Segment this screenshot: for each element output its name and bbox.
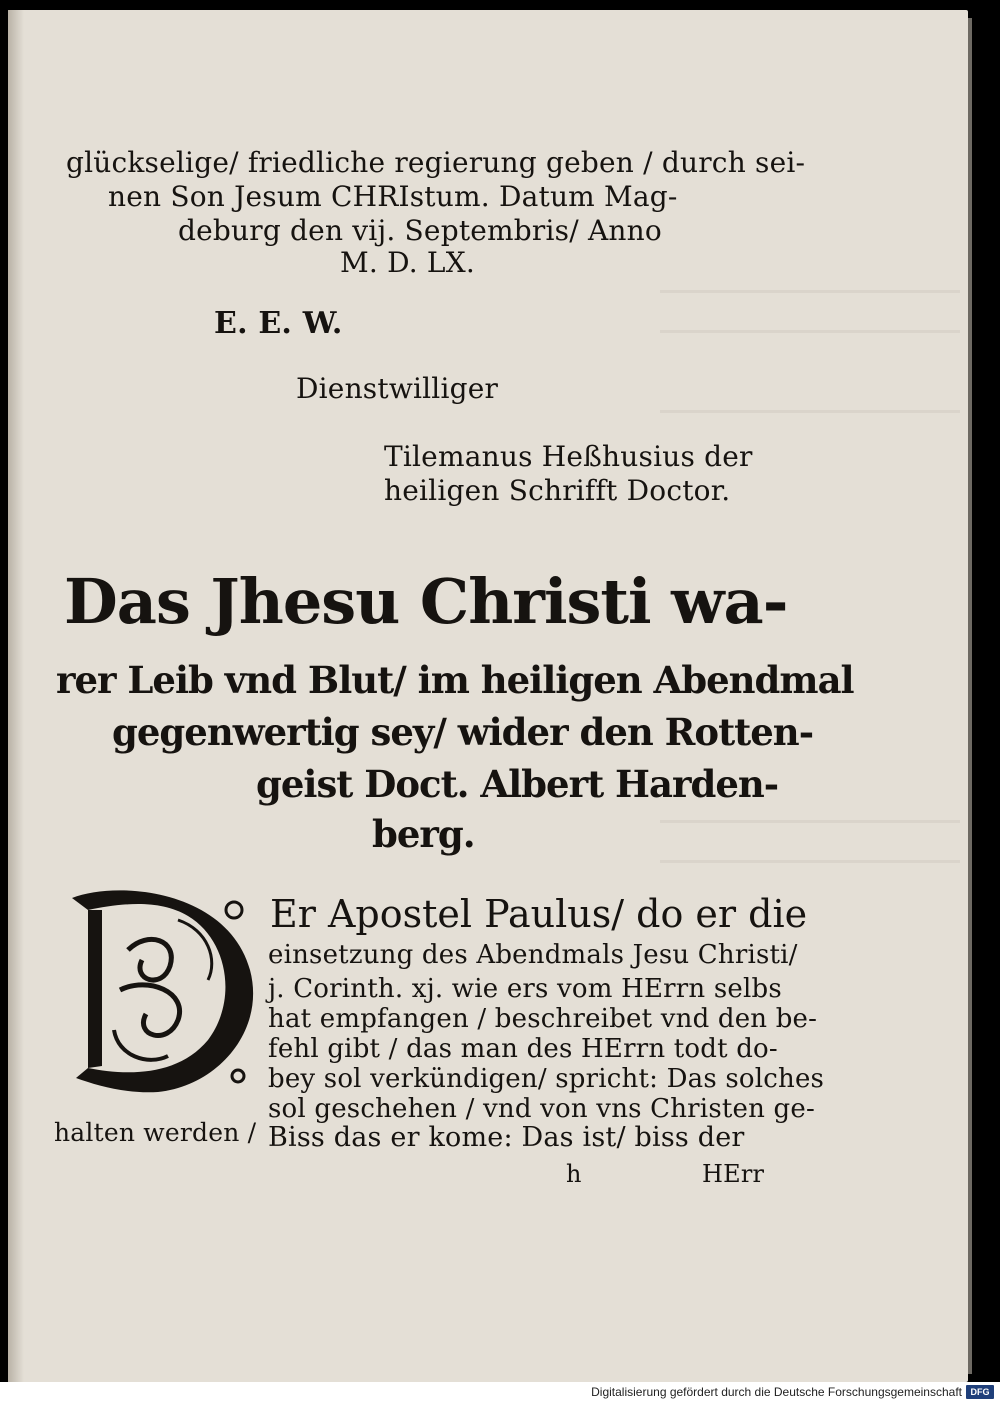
decorated-initial-d — [58, 880, 268, 1100]
closing-date: M. D. LX. — [340, 246, 475, 279]
body-line: j. Corinth. xj. wie ers vom HErrn selbs — [268, 974, 782, 1004]
body-line: sol geschehen / vnd von vns Christen ge- — [268, 1094, 815, 1124]
body-line: einsetzung des Abendmals Jesu Christi/ — [268, 940, 798, 970]
title-line: berg. — [372, 812, 475, 856]
salutation: E. E. W. — [214, 306, 343, 341]
signature-name: Tilemanus Heßhusius der — [384, 440, 753, 473]
show-through — [660, 820, 960, 823]
catchword-left: h — [566, 1160, 582, 1188]
body-line: Er Apostel Paulus/ do er die — [270, 892, 808, 936]
footer-credit: Digitalisierung gefördert durch die Deutsche Forschungsgemeinschaft — [591, 1385, 962, 1399]
show-through — [660, 410, 960, 413]
footer-bar — [0, 1382, 1000, 1403]
title-line: geist Doct. Albert Harden- — [256, 762, 779, 806]
catchword-right: HErr — [702, 1160, 765, 1188]
signature-complimentary: Dienstwilliger — [296, 372, 499, 405]
closing-line: glückselige/ friedliche regierung geben / durch sei- — [66, 146, 806, 179]
show-through — [660, 330, 960, 333]
closing-line: nen Son Jesum CHRIstum. Datum Mag- — [108, 180, 678, 213]
dfg-logo: DFG — [966, 1385, 994, 1399]
body-line: bey sol verkündigen/ spricht: Das solches — [268, 1064, 825, 1094]
body-line: Biss das er kome: Das ist/ biss der — [268, 1122, 745, 1153]
page-edge — [968, 18, 972, 1374]
closing-line: deburg den vij. Septembris/ Anno — [178, 214, 662, 247]
title-line: gegenwertig sey/ wider den Rotten- — [112, 710, 814, 754]
show-through — [660, 290, 960, 293]
show-through — [660, 860, 960, 863]
title-line: rer Leib vnd Blut/ im heiligen Abendmal — [56, 658, 854, 702]
page-gutter-shadow — [8, 10, 24, 1382]
title-line: Das Jhesu Christi wa- — [64, 565, 788, 638]
body-line: fehl gibt / das man des HErrn todt do- — [268, 1034, 778, 1064]
margin-note: halten werden / — [54, 1118, 257, 1147]
body-line: hat empfangen / beschreibet vnd den be- — [268, 1004, 818, 1034]
signature-title: heiligen Schrifft Doctor. — [384, 474, 731, 507]
